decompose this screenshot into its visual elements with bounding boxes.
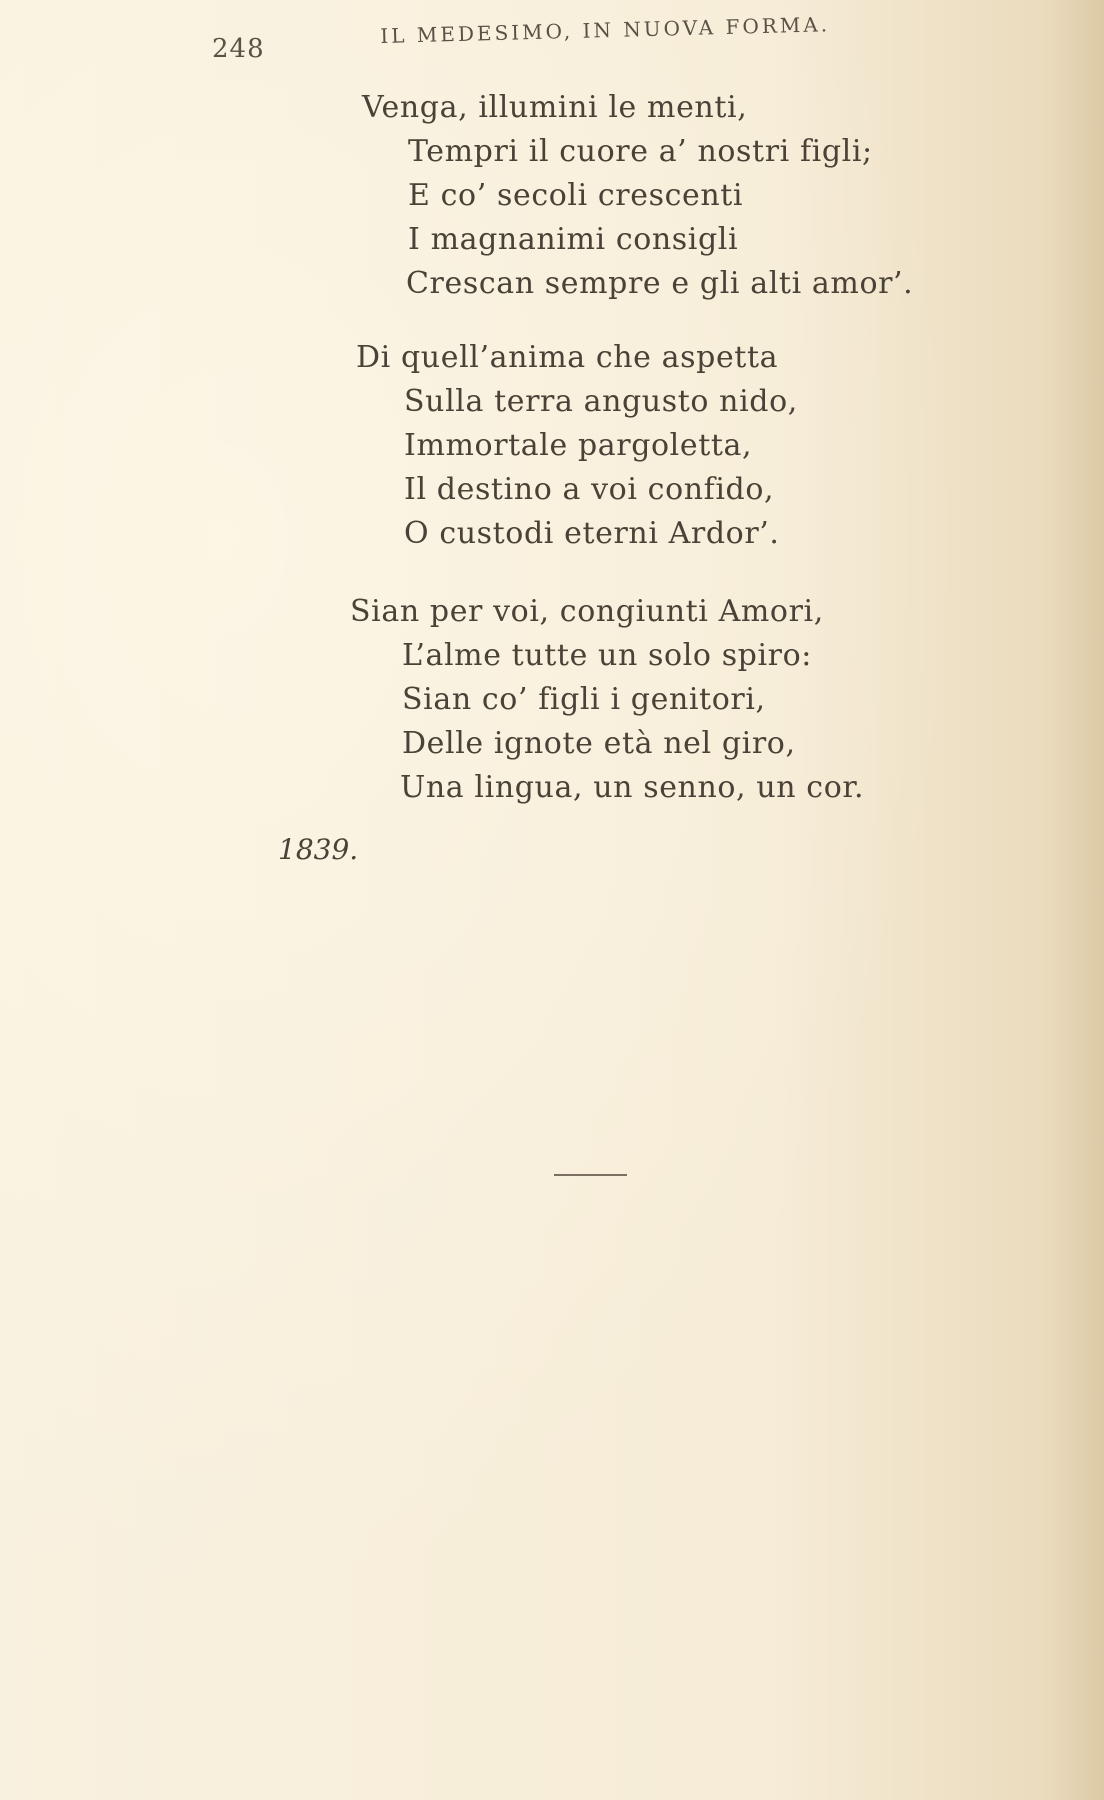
verse-line: Sian co’ figli i genitori, [402,682,766,717]
verse-line: Crescan sempre e gli alti amor’. [406,266,914,301]
verse-line: O custodi eterni Ardor’. [404,516,780,551]
running-head: IL MEDESIMO, IN NUOVA FORMA. [380,12,831,48]
verse-line: Di quell’anima che aspetta [356,340,779,375]
verse-line: L’alme tutte un solo spiro: [402,638,812,673]
verse-line: Sian per voi, congiunti Amori, [350,594,824,629]
verse-line: Una lingua, un senno, un cor. [400,770,865,805]
verse-line: Delle ignote età nel giro, [402,726,796,761]
poem-date: 1839. [278,833,359,866]
verse-line: E co’ secoli crescenti [408,178,744,213]
verse-line: Sulla terra angusto nido, [404,384,798,419]
page-number: 248 [212,34,265,64]
end-rule [554,1174,627,1176]
verse-line: Tempri il cuore a’ nostri figli; [408,134,873,169]
verse-line: I magnanimi consigli [408,222,739,257]
verse-line: Immortale pargoletta, [404,428,753,463]
verse-line: Venga, illumini le menti, [362,90,748,125]
verse-line: Il destino a voi confido, [404,472,775,507]
